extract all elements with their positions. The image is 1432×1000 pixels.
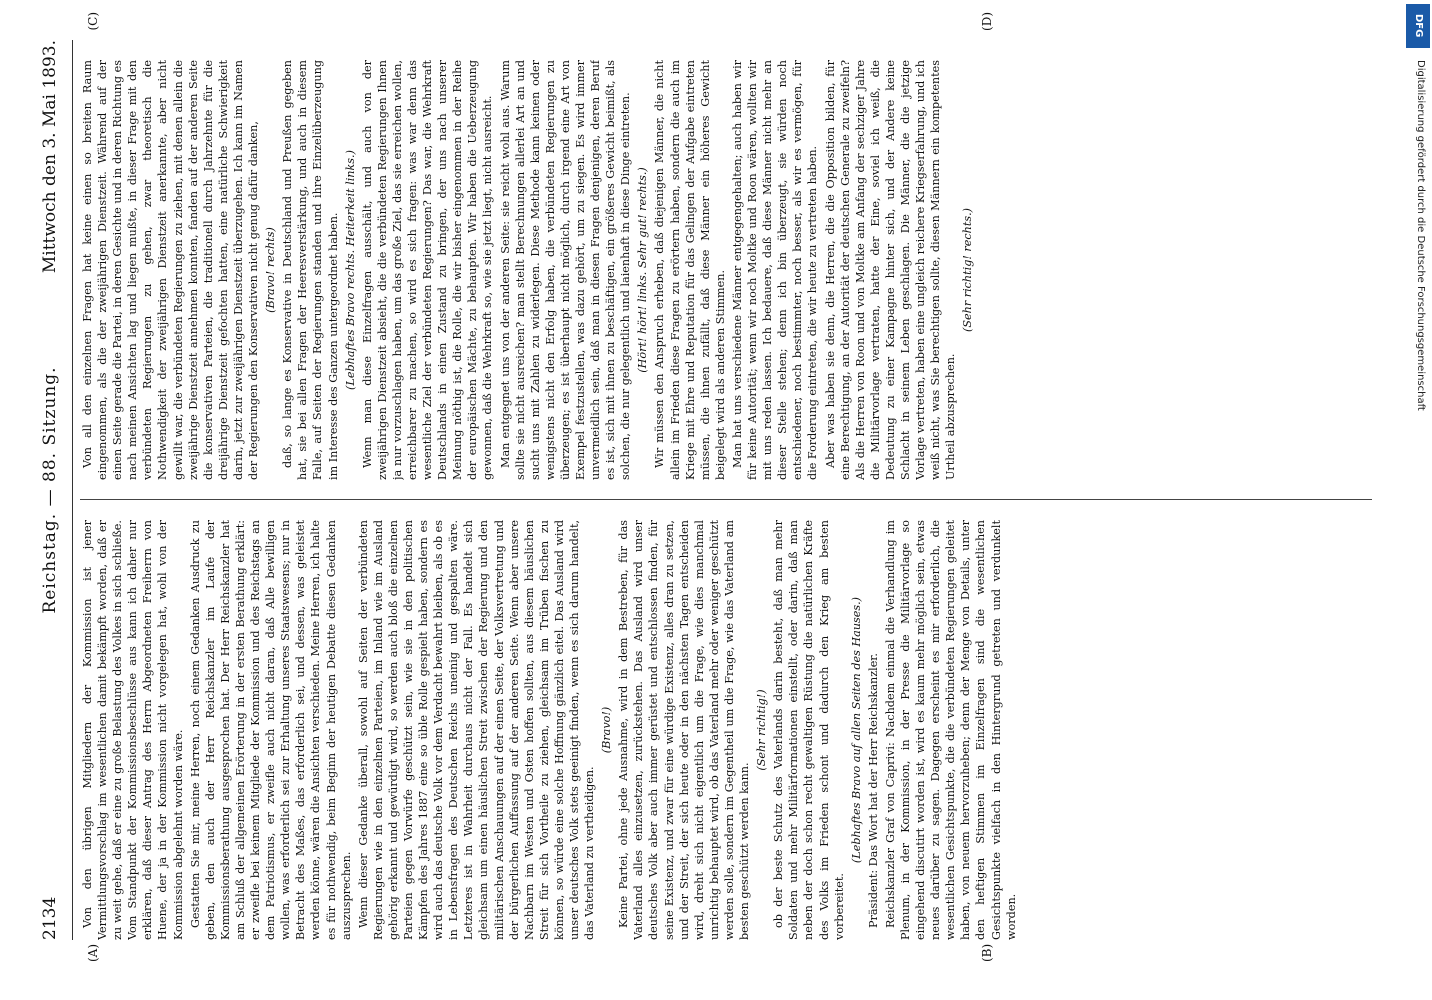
margin-marker-c: (C) [86,12,100,31]
paragraph: Wenn man diese Einzelfragen ausschält, und auch von der zweijährigen Dienstzeit absieht, die die verbündeten Regierungen Ihnen ja nur vorzuschlagen haben, um das große Ziel, das sie erreichen wollen, erreichbarer zu machen, so wird es sich fragen: was war denn das wesentliche Ziel der verbündeten Regierungen? Das war, die Wehrkraft Deutschlands in einen Zustand zu bringen, der uns nach unserer Meinung nöthig ist, die Rolle, die wir bisher eingenommen in der Reihe der europäischen Mächte, zu behaupten. Wir haben die Ueberzeugung gewonnen, daß die Wehrkraft so, wie sie jetzt liegt, nicht ausreicht. [360,60,495,480]
margin-marker-b: (B) [980,943,994,962]
paragraph: Man hat uns verschiedene Männer entgegengehalten; auch haben wir für keine Autorität; wenn wir noch Moltke und Roon wären, wollten wir mit uns reden lassen. Ich bedauere, daß diese Männer nicht mehr an dieser Stelle stehen; denn ich bin überzeugt, sie würden noch entschiedener, noch bestimmter, noch besser, als wir es vermögen, für die Forderung eintreten, die wir heute zu vertreten haben. [730,60,820,480]
page-number: 2134 [40,896,60,940]
running-title: Reichstag. — 88. Sitzung. [40,366,60,614]
paragraph: Wir müssen den Anspruch erheben, daß diejenigen Männer, die nicht allein im Frieden diese Fragen zu erörtern haben, sondern die auch im Kriege mit Ehre und Reputation für das Gelingen der Aufgabe eintreten müssen, die ihnen zufällt, daß diese Männer ein höheres Gewicht beigelegt wird als anderen Stimmen. [653,60,727,480]
column-divider [80,499,1372,500]
paragraph: Gestatten Sie mir, meine Herren, noch einem Gedanken Ausdruck zu geben, den auch der Herr Reichskanzler im Laufe der Kommissionsberathung ausgesprochen hat. Der Herr Reichskanzler hat am Schluß der allgemeinen Erörterung in der ersten Berathung erklärt: er zweifle bei keinem Mitgliede der Kommission und des Reichstags an dem Patriotismus, er zweifle auch nicht daran, daß Alle bewilligen wollen, was erforderlich sei zur Erhaltung unseres Staatswesens; nur in Betracht des Maßes, das erforderlich sei, und dessen, was geleistet werden könne, wären die Ansichten verschieden. Meine Herren, ich halte es für nothwendig, beim Beginn der heutigen Debatte diesen Gedanken auszusprechen. [188,520,353,940]
paragraph: (Hört! hört! links. Sehr gut! rechts.) [636,167,650,373]
session-date: Mittwoch den 3. Mai 1893. [40,40,60,274]
paragraph: ob der beste Schutz des Vaterlands darin besteht, daß man mehr Soldaten und mehr Militärformationen einstellt, oder darin, daß man neben der doch schon recht gewaltigen Rüstung die natürlichen Kräfte des Volks im Frieden schont und dadurch den Krieg am besten vorbereitet. [772,520,846,940]
paragraph: (Sehr richtig! rechts.) [961,207,975,333]
left-column [80,520,1372,940]
paragraph: Reichskanzler Graf von Caprivi: Nachdem einmal die Verhandlung im Plenum, in der Kommission, in der Presse die Militärvorlage so eingehend discutirt worden ist, wird es kaum mehr möglich sein, etwas neues darüber zu sagen. Dagegen erscheint es mir erforderlich, die wesentlichen Gesichtspunkte, die die verbündeten Regierungen geleitet haben, von neuem hervorzuheben; denn der Menge von Details, unter den heftigen Stimmen im Einzelfragen sind die wesentlichen Gesichtspunkte vielfach in den Hintergrund getreten und verdunkelt worden. [883,520,1018,940]
paragraph: Keine Partei, ohne jede Ausnahme, wird in dem Bestreben, für das Vaterland alles einzusetzen, zurückstehen. Das Ausland wird unser deutsches Volk aber auch immer gerüstet und entschlossen finden, für seine Existenz, und zwar für eine würdige Existenz, alles dran zu setzen, und der Streit, der sich heute oder in den nächsten Tagen entscheiden wird, dreht sich nicht eigentlich um die Frage, wie dies manchmal unrichtig behauptet wird, ob das Vaterland mehr oder weniger geschützt werden solle, sondern im Gegentheil um die Frage, wie das Vaterland am besten geschützt werden kann. [617,520,752,940]
paragraph: (Bravo! rechts) [264,227,278,313]
dfg-logo: DFG [1406,4,1430,48]
paragraph: (Sehr richtig!) [755,689,769,771]
page-header [40,40,70,940]
margin-marker-a: (A) [86,943,100,962]
paragraph: (Lebhaftes Bravo rechts. Heiterkeit links.) [343,150,357,390]
paragraph: Aber was haben sie denn, die Herren, die die Opposition bilden, für eine Berechtigung, an der Autorität der deutschen Generale zu zweifeln? Als die Herren von Roon und von Moltke am Anfang der sechziger Jahre die Militärvorlage vertraten, hatte der Eine, soviel ich weiß, die Dedeutung zu einer Kampagne hinter sich, und der Andere keine Schlacht in seinem Leben geschlagen. Die Männer, die die jetzige Vorlage vertreten, haben eine ungleich reichere Kriegserfahrung, und ich weiß nicht, was Sie berechtigen sollte, diesen Männern ein kompetentes Urtheil abzusprechen. [823,60,958,480]
header-rule [72,40,73,940]
paragraph: daß, so lange es Konservative in Deutschland und Preußen gegeben hat, sie bei allen Fragen der Heeresverstärkung, und auch in diesem Falle, auf Seiten der Regierungen standen und ihre Einzelüberzeugung im Interesse des Ganzen untergeordnet haben. [281,60,340,480]
paragraph: Man entgegnet uns von der anderen Seite: sie reicht wohl aus. Warum sollte sie nicht ausreichen? man stellt Berechnungen allerlei Art an und sucht uns mit Zahlen zu widerlegen. Diese Methode kann keinen oder wenigstens nicht den Erfolg haben, die verbündeten Regierungen zu überzeugen; es ist überhaupt nicht möglich, durch irgend eine Art von Exempel festzustellen, was dazu gehört, um zu siegen. Es wird immer unvermeidlich sein, daß man in diesen Fragen denjenigen, deren Beruf es ist, sich mit ihnen zu beschäftigen, ein größeres Gewicht beimißt, als solchen, die nur gelegentlich und laienhaft in diese Dinge eintreten. [498,60,633,480]
paragraph: Präsident: Das Wort hat der Herr Reichskanzler. [866,653,880,928]
paragraph: Wenn dieser Gedanke überall, sowohl auf Seiten der verbündeten Regierungen wie in den einzelnen Parteien, im Inland wie im Ausland gehörig erkannt und gewürdigt wird, so werden auch bloß die einzelnen Parteien gegen Vorwürfe geschützt sein, wie sie in den politischen Kämpfen des Jahres 1887 eine so üble Rolle gespielt haben, sondern es wird auch das deutsche Volk vor dem Verdacht bewahrt bleiben, als ob es in Lebensfragen des Deutschen Reichs uneinig und gespalten wäre. Letzteres ist in Wahrheit durchaus nicht der Fall. Es handelt sich gleichsam um einen häuslichen Streit zwischen der Regierung und den militärischen Anschauungen auf der einen Seite, der Volksvertretung und der bürgerlichen Auffassung auf der anderen Seite. Wenn aber unsere Nachbarn im Westen und Osten hoffen sollten, aus diesem häuslichen Streit für sich Vortheile zu ziehen, gleichsam im Trüben fischen zu können, so würde eine solche Hoffnung gänzlich eitel. Das Ausland wird unser deutsches Volk stets geeinigt finden, wenn es sich darum handelt, das Vaterland zu vertheidigen. [356,520,597,940]
paragraph: Von all den einzelnen Fragen hat keine einen so breiten Raum eingenommen, als die der zweijährigen Dienstzeit. Während auf der einen Seite gerade die Partei, in deren Gesichte und in deren Richtung es nach meinen Ansichten lag und liegen mußte, in dieser Frage mit den verbündeten Regierungen zu gehen, zwar theoretisch die Nothwendigkeit der zweijährigen Dienstzeit anerkannte, aber nicht gewillt war, die verbündeten Regierungen zu ziehen, mit denen allein die zweijährige Dienstzeit annehmen konnten, fanden auf der anderen Seite die konservativen Parteien, die traditionell durch Jahrzehnte für die dreijährige Dienstzeit gefochten hatten, eine natürliche Schwierigkeit darin, jetzt zur zweijährigen Dienstzeit überzugehen. Ich kann im Namen der Regierungen den Konservativen nicht genug dafür danken, [81,60,261,480]
digitization-credit: Digitalisierung gefördert durch die Deutsche Forschungsgemeinschaft [1415,60,1426,411]
margin-marker-d: (D) [980,12,994,31]
paragraph: Von den übrigen Mitgliedern der Kommission ist jener Vermittlungsvorschlag im wesentlichen damit bekämpft worden, daß er zu weit gehe, daß er eine zu große Belastung des Volkes in sich schließe. Vom Standpunkt der Kommissionsbeschlüsse aus kann ich daher nur erklären, daß dieser Antrag des Herrn Abgeordneten Freiherrn von Huene, der ja in der Kommission nicht vorgelegen hat, wohl von der Kommission abgelehnt worden wäre. [81,520,185,940]
paragraph: (Lebhaftes Bravo auf allen Seiten des Hauses.) [849,596,863,864]
right-column [80,60,1372,480]
paragraph: (Bravo!) [600,706,614,754]
